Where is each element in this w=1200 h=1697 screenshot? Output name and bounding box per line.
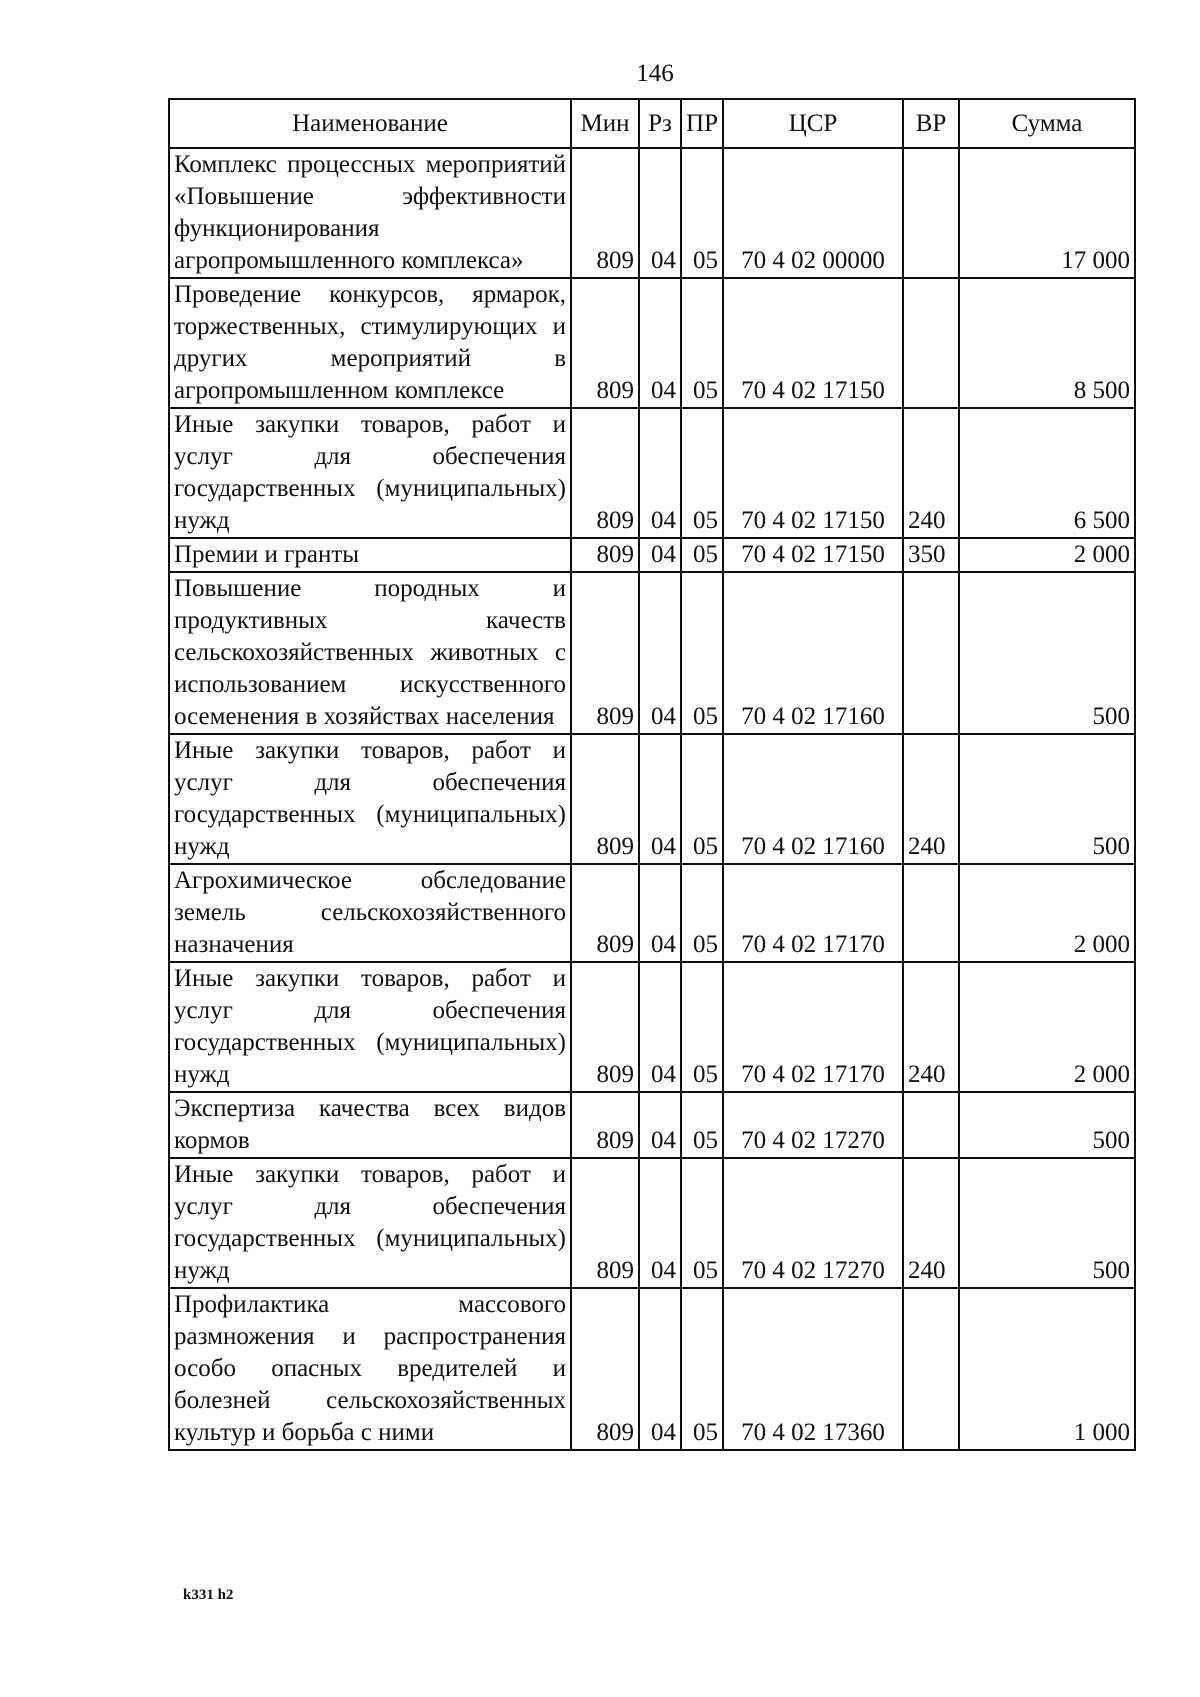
row-csr: 70 4 02 00000: [723, 148, 903, 278]
header-pr: ПР: [681, 99, 723, 148]
header-sum: Сумма: [959, 99, 1135, 148]
row-vr: [903, 864, 959, 962]
table-row: [169, 572, 1135, 734]
row-csr: 70 4 02 17150: [723, 538, 903, 572]
row-csr: 70 4 02 17270: [723, 1158, 903, 1288]
table-row: [169, 538, 1135, 572]
row-vr: [903, 148, 959, 278]
row-vr: 240: [903, 408, 959, 538]
row-pr: 05: [681, 572, 723, 734]
row-rz: 04: [639, 1158, 681, 1288]
row-sum: 500: [959, 1158, 1135, 1288]
row-csr: 70 4 02 17160: [723, 734, 903, 864]
header-vr: ВР: [903, 99, 959, 148]
header-csr: ЦСР: [723, 99, 903, 148]
budget-table: [168, 98, 1136, 1451]
row-pr: 05: [681, 864, 723, 962]
row-rz: 04: [639, 864, 681, 962]
row-min: 809: [571, 734, 639, 864]
row-pr: 05: [681, 734, 723, 864]
row-sum: 2 000: [959, 538, 1135, 572]
row-pr: 05: [681, 148, 723, 278]
row-min: 809: [571, 278, 639, 408]
row-csr: 70 4 02 17270: [723, 1092, 903, 1158]
row-csr: 70 4 02 17160: [723, 572, 903, 734]
row-name: Иные закупки товаров, работ и услуг для обеспечения государственных (муниципальных) нужд: [169, 408, 571, 538]
table-row: [169, 962, 1135, 1092]
row-rz: 04: [639, 1092, 681, 1158]
row-pr: 05: [681, 408, 723, 538]
row-name: Иные закупки товаров, работ и услуг для обеспечения государственных (муниципальных) нужд: [169, 962, 571, 1092]
row-min: 809: [571, 538, 639, 572]
row-name: Повышение породных и продуктивных качеств сельскохозяйственных животных с использованием искусственного осеменения в хозяйствах населения: [169, 572, 571, 734]
row-sum: 8 500: [959, 278, 1135, 408]
row-sum: 500: [959, 734, 1135, 864]
table-row: [169, 148, 1135, 278]
row-min: 809: [571, 1288, 639, 1450]
table-row: [169, 864, 1135, 962]
row-sum: 1 000: [959, 1288, 1135, 1450]
row-min: 809: [571, 408, 639, 538]
row-sum: 2 000: [959, 864, 1135, 962]
row-rz: 04: [639, 962, 681, 1092]
row-csr: 70 4 02 17170: [723, 962, 903, 1092]
table-header-row: [169, 99, 1135, 148]
row-rz: 04: [639, 572, 681, 734]
row-min: 809: [571, 1092, 639, 1158]
table-row: [169, 278, 1135, 408]
row-sum: 500: [959, 1092, 1135, 1158]
row-vr: 240: [903, 962, 959, 1092]
row-vr: [903, 278, 959, 408]
row-pr: 05: [681, 1288, 723, 1450]
table-row: [169, 1288, 1135, 1450]
row-vr: 240: [903, 1158, 959, 1288]
row-name: Иные закупки товаров, работ и услуг для обеспечения государственных (муниципальных) нужд: [169, 734, 571, 864]
table-row: [169, 1158, 1135, 1288]
row-name: Комплекс процессных мероприятий «Повышение эффективности функционирования агропромышленного комплекса»: [169, 148, 571, 278]
row-pr: 05: [681, 962, 723, 1092]
row-min: 809: [571, 572, 639, 734]
table-row: [169, 408, 1135, 538]
row-pr: 05: [681, 278, 723, 408]
row-sum: 500: [959, 572, 1135, 734]
row-pr: 05: [681, 1158, 723, 1288]
row-csr: 70 4 02 17360: [723, 1288, 903, 1450]
row-pr: 05: [681, 1092, 723, 1158]
header-name: Наименование: [169, 99, 571, 148]
row-name: Премии и гранты: [169, 538, 571, 572]
table-row: [169, 734, 1135, 864]
document-code: k331 h2: [183, 1587, 234, 1603]
row-csr: 70 4 02 17170: [723, 864, 903, 962]
row-min: 809: [571, 1158, 639, 1288]
row-vr: [903, 1288, 959, 1450]
table-row: [169, 1092, 1135, 1158]
row-csr: 70 4 02 17150: [723, 278, 903, 408]
page-number: 146: [636, 60, 674, 87]
header-rz: Рз: [639, 99, 681, 148]
row-sum: 17 000: [959, 148, 1135, 278]
row-sum: 6 500: [959, 408, 1135, 538]
row-min: 809: [571, 864, 639, 962]
row-vr: [903, 1092, 959, 1158]
row-vr: 350: [903, 538, 959, 572]
row-rz: 04: [639, 538, 681, 572]
row-min: 809: [571, 148, 639, 278]
row-rz: 04: [639, 148, 681, 278]
row-min: 809: [571, 962, 639, 1092]
row-rz: 04: [639, 1288, 681, 1450]
row-name: Проведение конкурсов, ярмарок, торжественных, стимулирующих и других мероприятий в агропромышленном комплексе: [169, 278, 571, 408]
row-rz: 04: [639, 734, 681, 864]
row-name: Агрохимическое обследование земель сельскохозяйственного назначения: [169, 864, 571, 962]
row-name: Иные закупки товаров, работ и услуг для обеспечения государственных (муниципальных) нужд: [169, 1158, 571, 1288]
row-rz: 04: [639, 408, 681, 538]
row-vr: [903, 572, 959, 734]
row-sum: 2 000: [959, 962, 1135, 1092]
row-name: Профилактика массового размножения и распространения особо опасных вредителей и болезней сельскохозяйственных культур и борьба с ними: [169, 1288, 571, 1450]
row-name: Экспертиза качества всех видов кормов: [169, 1092, 571, 1158]
row-rz: 04: [639, 278, 681, 408]
row-csr: 70 4 02 17150: [723, 408, 903, 538]
row-vr: 240: [903, 734, 959, 864]
row-pr: 05: [681, 538, 723, 572]
header-min: Мин: [571, 99, 639, 148]
